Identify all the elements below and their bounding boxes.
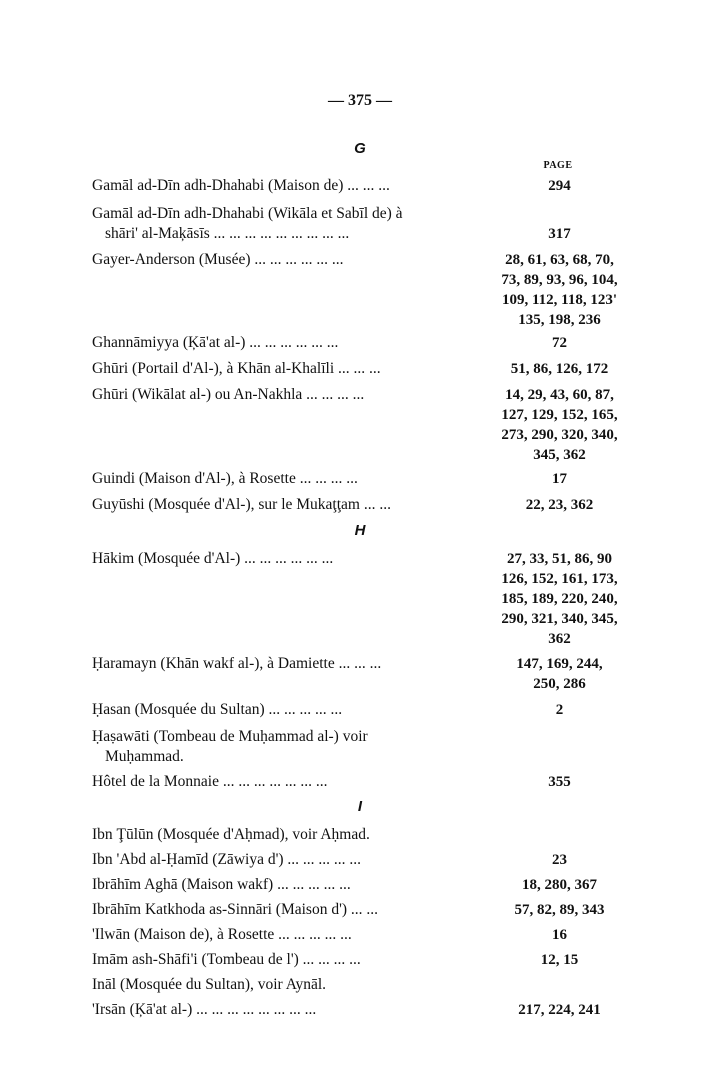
entry-name: Ḥaramayn (Khān wakf al-), à Damiette ... ... ... — [92, 655, 382, 672]
page-ref: 273, 290, 320, 340, — [501, 427, 618, 443]
entry-name: Ibn 'Abd al-Ḥamīd (Zāwiya d') ... ... ... ... ... — [92, 851, 362, 868]
entry-name: Ghūri (Wikālat al-) ou An-Nakhla ... ... ... ... — [92, 386, 365, 403]
entry-pages — [487, 772, 632, 792]
page-ref: 18, 280, 367 — [522, 877, 597, 893]
page-ref: 73, 89, 93, 96, 104, — [501, 272, 618, 288]
entry-name — [92, 204, 477, 244]
page-ref: 12, 15 — [540, 952, 579, 968]
page-ref: 250, 286 — [533, 676, 586, 692]
entry-line: Gamāl ad-Dīn adh-Dhahabi (Wikāla et Sabīl de) à — [92, 205, 403, 222]
entry-pages — [487, 700, 632, 720]
page-ref: 217, 224, 241 — [518, 1002, 601, 1018]
page-ref: 362 — [548, 631, 571, 647]
entry-pages — [487, 333, 632, 353]
page-ref: 16 — [552, 927, 567, 943]
entry-name: Hôtel de la Monnaie ... ... ... ... ... ... ... — [92, 773, 328, 790]
page-ref: 345, 362 — [533, 447, 586, 463]
entry-line-continued: Muḥammad. — [105, 748, 184, 765]
entry-pages — [487, 654, 632, 694]
page-ref: 23 — [552, 852, 567, 868]
page-number: — 375 — — [328, 92, 392, 109]
entry-name: Ghūri (Portail d'Al-), à Khān al-Khalīli ... ... ... — [92, 360, 381, 377]
entry-pages — [487, 469, 632, 489]
entry-line: Ḥaṣawāti (Tombeau de Muḥammad al-) voir — [92, 728, 368, 745]
entry-name: Gamāl ad-Dīn adh-Dhahabi (Maison de) ... ... ... — [92, 177, 390, 194]
page-ref: 27, 33, 51, 86, 90 — [507, 551, 612, 567]
entry-name: Gayer-Anderson (Musée) ... ... ... ... ... ... — [92, 251, 344, 268]
entry-pages — [487, 359, 632, 379]
page-ref: 51, 86, 126, 172 — [510, 361, 609, 377]
entry-name: Ḥasan (Mosquée du Sultan) ... ... ... ... ... — [92, 701, 343, 718]
page-ref: 355 — [548, 774, 571, 790]
page-ref: 290, 321, 340, 345, — [501, 611, 618, 627]
entry-name: Ibn Ţūlūn (Mosquée d'Aḥmad), voir Aḥmad. — [92, 826, 370, 843]
entry-pages — [487, 224, 632, 244]
page-ref: 14, 29, 43, 60, 87, — [505, 387, 614, 403]
entry-name — [92, 727, 477, 767]
entry-pages — [487, 900, 632, 920]
entry-pages — [487, 875, 632, 895]
page-ref: 294 — [548, 178, 571, 194]
section-letter-h: H — [354, 522, 366, 539]
page-ref: 72 — [552, 335, 567, 351]
entry-name: Ibrāhīm Aghā (Maison wakf) ... ... ... ... ... — [92, 876, 351, 893]
entry-name: Hākim (Mosquée d'Al-) ... ... ... ... ... ... — [92, 550, 334, 567]
page-ref: 135, 198, 236 — [518, 312, 601, 328]
entry-name: 'Irsān (Ķā'at al-) ... ... ... ... ... ... ... ... — [92, 1001, 317, 1018]
entry-pages — [487, 176, 632, 196]
entry-pages — [487, 549, 632, 649]
entry-pages — [487, 850, 632, 870]
entry-name: Ghannāmiyya (Ķā'at al-) ... ... ... ... ... ... — [92, 334, 339, 351]
page-ref: 57, 82, 89, 343 — [514, 902, 605, 918]
page-ref: 147, 169, 244, — [516, 656, 603, 672]
page-ref: 127, 129, 152, 165, — [501, 407, 618, 423]
page-ref: 126, 152, 161, 173, — [501, 571, 618, 587]
entry-pages — [487, 250, 632, 330]
entry-line-continued: shāri' al-Maķāsīs ... ... ... ... ... ... ... ... ... — [105, 225, 350, 242]
entry-name: Ibrāhīm Katkhoda as-Sinnāri (Maison d') ... ... — [92, 901, 379, 918]
entry-pages — [487, 495, 632, 515]
entry-pages — [487, 1000, 632, 1020]
page-ref: 185, 189, 220, 240, — [501, 591, 618, 607]
page-ref: 22, 23, 362 — [525, 497, 594, 513]
page-ref: 2 — [555, 702, 564, 718]
entry-pages — [487, 950, 632, 970]
page-column-header: PAGE — [543, 160, 573, 171]
entry-name: Guindi (Maison d'Al-), à Rosette ... ... ... ... — [92, 470, 358, 487]
page-ref: 109, 112, 118, 123' — [501, 292, 617, 308]
page-ref: 317 — [548, 226, 571, 242]
entry-name: Imām ash-Shāfi'i (Tombeau de l') ... ... ... ... — [92, 951, 361, 968]
entry-name: Guyūshi (Mosquée d'Al-), sur le Mukaţţam ... ... — [92, 496, 391, 513]
entry-pages — [487, 385, 632, 465]
entry-name: 'Ilwān (Maison de), à Rosette ... ... ... ... ... — [92, 926, 352, 943]
page-ref: 28, 61, 63, 68, 70, — [505, 252, 614, 268]
entry-pages — [487, 925, 632, 945]
section-letter-g: G — [354, 140, 366, 157]
page-ref: 17 — [552, 471, 567, 487]
entry-name: Ināl (Mosquée du Sultan), voir Aynāl. — [92, 976, 327, 993]
section-letter-i: I — [357, 798, 363, 815]
